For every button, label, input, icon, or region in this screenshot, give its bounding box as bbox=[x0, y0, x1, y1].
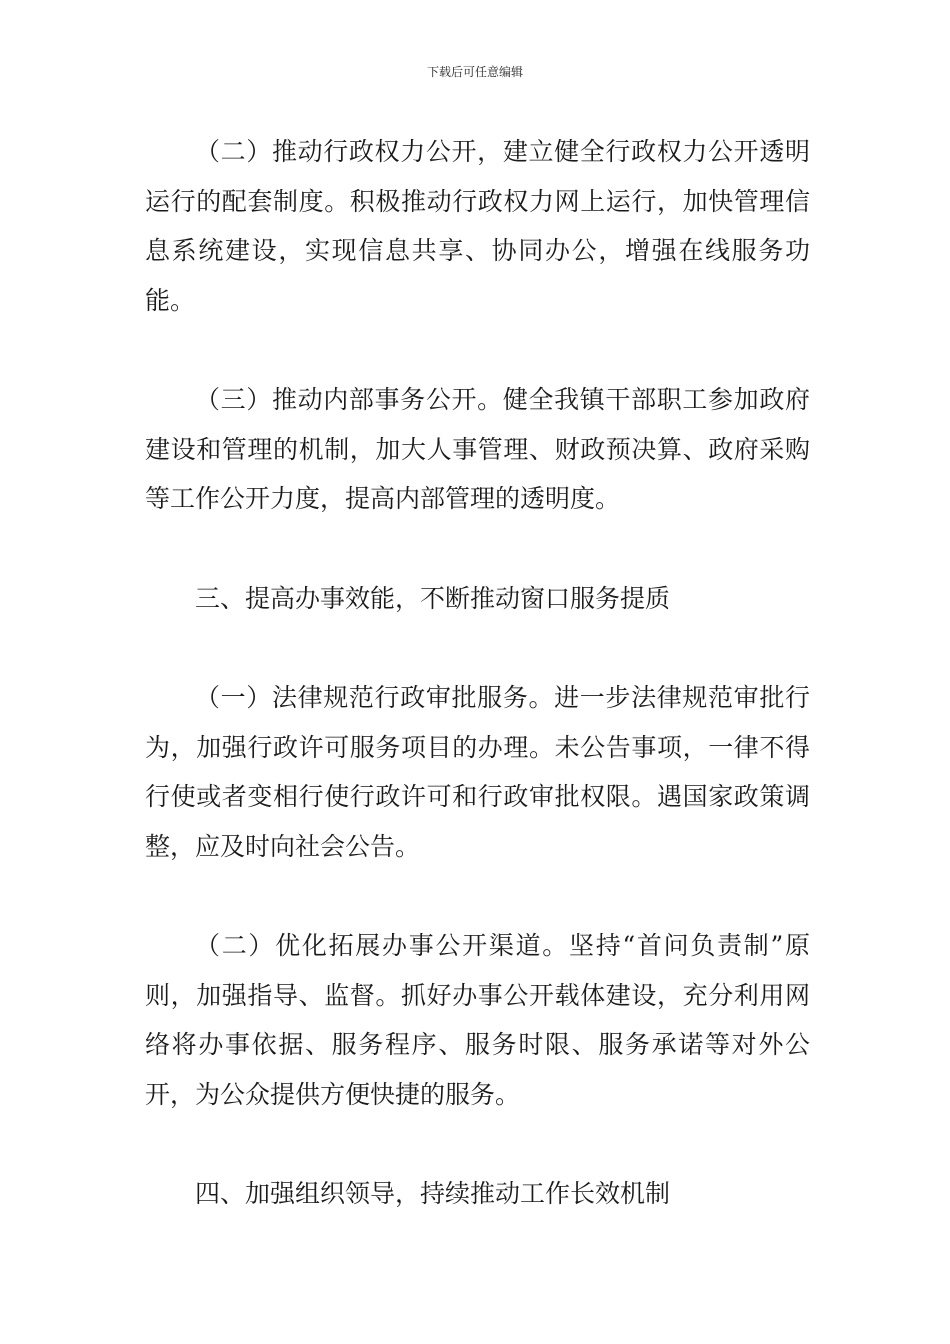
document-body bbox=[145, 127, 810, 1219]
paragraph-internal-affairs: （三）推动内部事务公开。健全我镇干部职工参加政府建设和管理的机制，加大人事管理、财政预决算、政府采购等工作公开力度，提高内部管理的透明度。 bbox=[145, 385, 810, 513]
section-heading-leadership: 四、加强组织领导，持续推动工作长效机制 bbox=[195, 1179, 671, 1208]
paragraph-public-channels: （二）优化拓展办事公开渠道。坚持“首问负责制”原则，加强指导、监督。抓好办事公开载体建设，充分利用网络将办事依据、服务程序、服务时限、服务承诺等对外公开，为公众提供方便快捷的服务。 bbox=[145, 931, 810, 1109]
section-heading-efficiency: 三、提高办事效能，不断推动窗口服务提质 bbox=[195, 583, 671, 613]
page-header: 下载后可任意编辑 bbox=[426, 65, 523, 79]
paragraph-power-transparency: （二）推动行政权力公开，建立健全行政权力公开透明运行的配套制度。积极推动行政权力网上运行，加快管理信息系统建设，实现信息共享、协同办公，增强在线服务功能。 bbox=[145, 137, 810, 315]
paragraph-administrative-approval: （一）法律规范行政审批服务。进一步法律规范审批行为，加强行政许可服务项目的办理。未公告事项，一律不得行使或者变相行使行政许可和行政审批权限。遇国家政策调整，应及时向社会公告。 bbox=[145, 683, 810, 861]
